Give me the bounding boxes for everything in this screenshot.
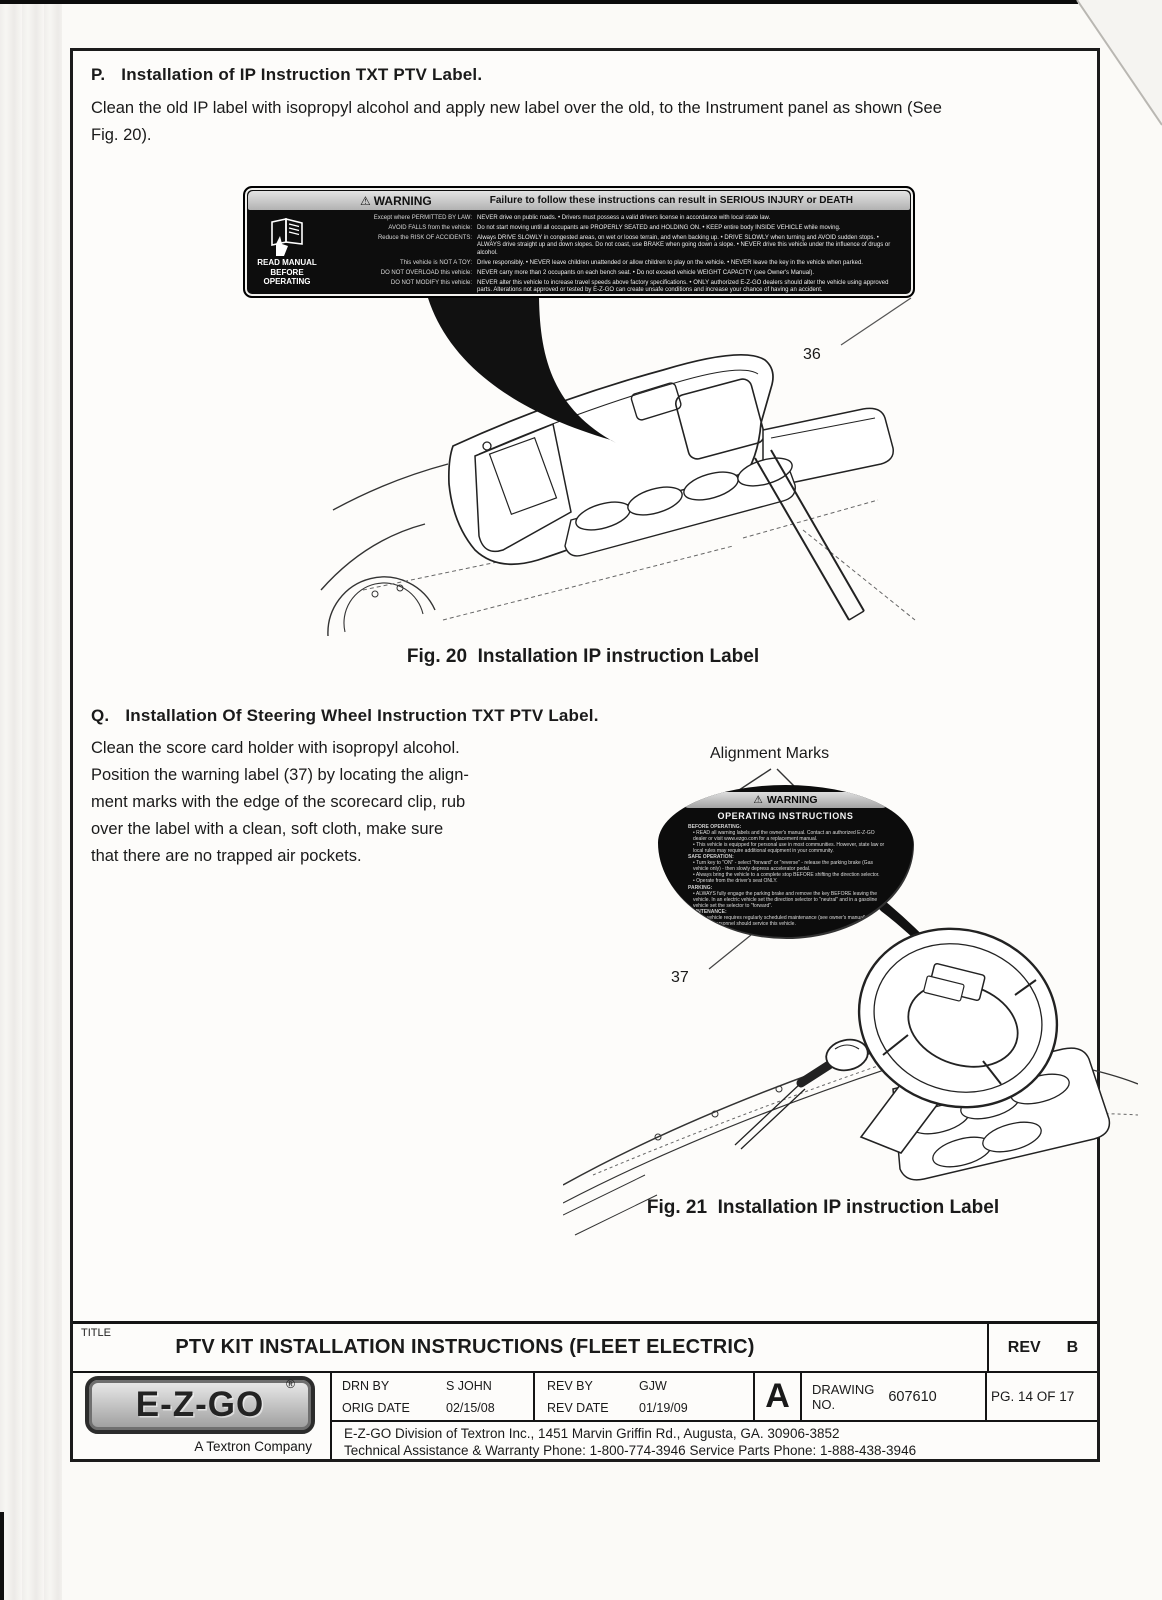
ezgo-logo-text: E-Z-GO (135, 1385, 265, 1424)
warning-row (326, 270, 902, 278)
section-p-body (91, 95, 1091, 149)
textron-tagline: A Textron Company (194, 1439, 312, 1454)
registered-mark: ® (286, 1377, 295, 1391)
body-contour-dashed (593, 1060, 895, 1175)
warning-word (360, 194, 432, 208)
fig20-caption: Fig. 20 Installation IP instruction Label (406, 646, 760, 667)
label-section-heading: PARKING: (688, 884, 713, 891)
callout-37-leader (701, 931, 761, 973)
rev-label: REV (1007, 1338, 1041, 1356)
section-p-body-line2: Fig. 20). (91, 126, 152, 144)
warning-row (326, 225, 902, 233)
page-border-frame (70, 48, 1100, 1462)
warning-header-message: Failure to follow these instructions can result in SERIOUS INJURY or DEATH (489, 195, 853, 206)
title-cell (73, 1324, 987, 1371)
warning-condition: DO NOT OVERLOAD this vehicle: (380, 269, 472, 276)
warning-triangle-icon: ⚠ (360, 193, 371, 208)
drawing-size-cell (755, 1373, 802, 1420)
read-manual-block (248, 212, 326, 296)
rev-date-value: 01/19/09 (639, 1400, 688, 1415)
rev-by-value: GJW (639, 1378, 667, 1393)
hood-line (333, 464, 448, 510)
warning-instruction: Do not start moving until all occupants are PROPERLY SEATED and HOLDING ON. • KEEP entire body INSIDE VEHICLE while moving. (477, 224, 841, 231)
title-block-bottom (73, 1373, 1097, 1459)
section-p-heading (91, 65, 482, 85)
scan-bottom-artifact (0, 1512, 4, 1600)
warning-word-text: WARNING (373, 193, 432, 208)
label-section-heading: SAFE OPERATION: (688, 854, 734, 861)
warning-row (326, 235, 902, 258)
windshield-dashed (803, 530, 915, 620)
callout-36: 36 (803, 346, 821, 363)
callout-36-leader (841, 298, 911, 345)
warning-condition: Reduce the RISK OF ACCIDENTS: (377, 234, 472, 241)
warning-condition: DO NOT MODIFY this vehicle: (390, 279, 472, 286)
label-section-heading: MAINTENANCE: (688, 909, 727, 916)
label-item: • This vehicle requires regularly scheduled maintenance (see owner's manual). ONLY qualified personnel should service this vehicle. (688, 916, 889, 928)
warning-row (326, 215, 902, 223)
scan-top-artifact (0, 0, 1078, 4)
read-manual-line2: BEFORE OPERATING (263, 267, 311, 287)
rev-date-label: REV DATE (547, 1400, 609, 1415)
section-p-marker: P. (91, 65, 106, 84)
warning-rows (326, 212, 910, 296)
steering-label-text (688, 824, 889, 928)
label-item: • Always bring the vehicle to a complete stop BEFORE shifting the direction selector. (688, 873, 889, 879)
drn-by-value: S JOHN (446, 1378, 492, 1393)
warning-condition: This vehicle is NOT A TOY: (399, 259, 472, 266)
drn-by-label: DRN BY (342, 1378, 390, 1393)
rev-cell (987, 1324, 1097, 1371)
drawing-size-value: A (765, 1377, 790, 1415)
section-q-marker: Q. (91, 706, 110, 725)
section-q-title: Installation Of Steering Wheel Instruction TXT PTV Label. (125, 706, 599, 725)
warning-row (326, 260, 902, 268)
steering-label-warning-band (681, 792, 890, 808)
read-manual-icon (266, 218, 308, 258)
address-cell (332, 1422, 1097, 1459)
rev-value: B (1066, 1338, 1079, 1356)
alignment-marks-label: Alignment Marks (710, 745, 830, 762)
fields-row (332, 1373, 1097, 1422)
section-q-body (91, 735, 551, 870)
fig20-line-art (303, 288, 923, 653)
warning-word-text: WARNING (766, 794, 818, 806)
title-field-label: TITLE (81, 1327, 111, 1339)
fig21-caption: Fig. 21 Installation IP instruction Label (646, 1197, 1000, 1218)
address-line2: Technical Assistance & Warranty Phone: 1-800-774-3946 Service Parts Phone: 1-888-438-3946 (344, 1443, 917, 1458)
read-manual-line1: READ MANUAL (257, 258, 317, 267)
lever-stalk (735, 1083, 805, 1149)
address-line1: E-Z-GO Division of Textron Inc., 1451 Marvin Griffin Rd., Augusta, GA. 30906-3852 (344, 1426, 840, 1441)
title-block (73, 1321, 1097, 1459)
steering-label-title: OPERATING INSTRUCTIONS (717, 811, 854, 821)
drawing-no-cell (802, 1373, 987, 1420)
section-q-body-line: ment marks with the edge of the scorecard clip, rub (91, 793, 466, 811)
section-q-body-line: over the label with a clean, soft cloth, make sure (91, 820, 444, 838)
warning-label-header (248, 191, 910, 210)
orig-date-label: ORIG DATE (342, 1400, 410, 1415)
lever-handle (801, 1065, 829, 1083)
warning-triangle-icon: ⚠ (753, 794, 763, 806)
label-item: • Turn key to "ON" - select "forward" or "reverse" - release the parking brake (Gas vehicle only) - then slowly depress accelerator pedal. (688, 861, 889, 873)
document-title: PTV KIT INSTALLATION INSTRUCTIONS (FLEET ELECTRIC) (175, 1336, 755, 1358)
orig-date-value: 02/15/08 (446, 1400, 495, 1415)
ip-warning-label (243, 186, 915, 298)
cowl-inner (563, 1067, 893, 1203)
page-number-cell (987, 1373, 1097, 1420)
drawing-no-value: 607610 (888, 1388, 937, 1405)
steering-wheel-label (658, 785, 913, 937)
title-block-right (332, 1373, 1097, 1459)
fender-arc (321, 524, 425, 590)
warning-instruction: Always DRIVE SLOWLY in congested areas, on wet or loose terrain, and when backing up. • DRIVE SLOWLY when turning and AVOID sudden stops. • ALWAYS drive straight up and down slopes. Do not coast, use BRAKE when going down a slope. • NEVER drive this vehicle under the influence of drugs or alcohol. (477, 234, 891, 257)
section-p-title: Installation of IP Instruction TXT PTV Label. (121, 65, 483, 84)
ezgo-logo (85, 1376, 315, 1434)
windshield-post (755, 458, 849, 620)
page-number-value: PG. 14 OF 17 (991, 1389, 1075, 1404)
section-p-body-line1: Clean the old IP label with isopropyl alcohol and apply new label over the old, to the Instrument panel as shown (See (91, 99, 942, 117)
section-q-body-line: Clean the score card holder with isopropyl alcohol. (91, 739, 460, 757)
title-row (73, 1324, 1097, 1373)
drawing-no-label-line2: NO. (812, 1396, 836, 1412)
warning-instruction: Drive responsibly. • NEVER leave children unattended or allow children to play on the vehicle. • NEVER leave the key in the vehicle when parked. (477, 259, 863, 266)
drn-cell (332, 1373, 535, 1420)
scan-edge-artifact (0, 0, 62, 1600)
post-crossbar (849, 611, 864, 620)
logo-cell (73, 1373, 332, 1459)
section-q-body-line: that there are no trapped air pockets. (91, 847, 362, 865)
label-item: • This vehicle is equipped for personal use in most communities. However, state law or local rules may require additional equipment in your community. (688, 843, 889, 855)
label-item: • READ all warning labels and the owner's manual. Contact an authorized E-Z-GO dealer or visit www.ezgo.com for a replacement manual. (688, 831, 889, 843)
revby-cell (535, 1373, 755, 1420)
label-section-heading: BEFORE OPERATING: (688, 824, 742, 830)
label-item: • ALWAYS fully engage the parking brake and remove the key BEFORE leaving the vehicle. In an electric vehicle set the direction selector to "neutral" and in a gasoline vehicle set the selector to "forward". (688, 892, 889, 910)
warning-condition: AVOID FALLS from the vehicle: (388, 224, 472, 231)
callout-37: 37 (671, 969, 689, 986)
drawing-no-label (812, 1382, 874, 1412)
warning-instruction: NEVER carry more than 2 occupants on each bench seat. • Do not exceed vehicle WEIGHT CAPACITY (see Owner's Manual). (477, 269, 815, 276)
fig21-line-art (563, 883, 1138, 1241)
tire-inner (344, 583, 423, 632)
warning-instruction: NEVER alter this vehicle to increase travel speeds above factory specifications. • ONLY authorized E-Z-GO dealers should alter the vehicle using approved parts. Alterations not approved or tested by E-Z-GO can create unsafe conditions and increase your chance of having an accident. (477, 279, 889, 294)
warning-condition: Except where PERMITTED BY LAW: (373, 215, 472, 221)
warning-label-body (248, 212, 910, 296)
section-q-body-line: Position the warning label (37) by locating the align- (91, 766, 469, 784)
rev-by-label: REV BY (547, 1378, 593, 1393)
warning-instruction: NEVER drive on public roads. • Drivers must possess a valid drivers license in accordance with local state law. (477, 215, 771, 221)
label-item: • Operate from the driver's seat ONLY. (688, 879, 889, 885)
section-q-heading (91, 706, 599, 726)
drawing-no-label-line1: DRAWING (812, 1381, 875, 1397)
lug-dot (372, 591, 378, 597)
